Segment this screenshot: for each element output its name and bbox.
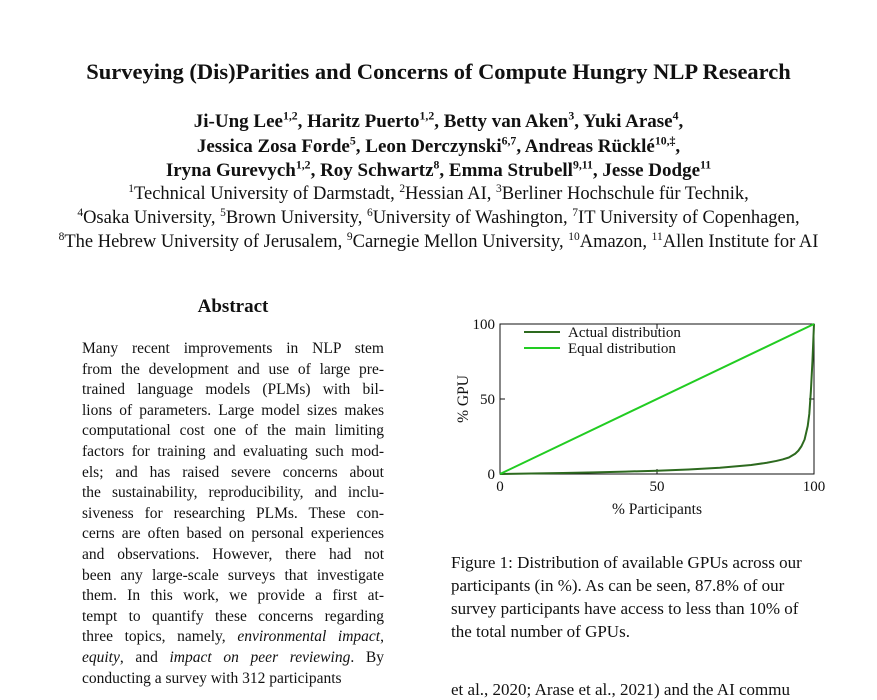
abstract-text: three topics, namely, [82,628,238,646]
affiliation-marker: 1,2 [419,109,435,123]
affiliation-name: Allen Institute for AI [662,232,819,252]
author-name: Jesse Dodge [602,160,701,181]
author-name: Yuki Arase [583,111,673,132]
author-name: Iryna Gurevych [165,160,296,181]
caption-line: Figure 1: Distribution of available GPUs across our [451,553,802,572]
affiliation-name: Amazon [579,232,643,252]
caption-line: survey participants have access to less than 10% of [451,599,799,618]
legend-label: Actual distribution [568,325,681,341]
affiliation-name: Brown University [225,208,358,228]
y-tick-label: 50 [480,392,495,408]
author-name: Haritz Puerto [307,111,420,132]
caption-line: participants (in %). As can be seen, 87.8% of our [451,576,785,595]
author-line: Ji-Ung Lee$^{1,2}$, Haritz Puerto$^{1,2}$, Betty van Aken$^3$, Yuki Arase$^4$, [193,109,684,132]
affiliation-marker: 1,2 [282,109,298,123]
affiliation-line: $^1$Technical University of Darmstadt, $^2$Hessian AI, $^3$Berliner Hochschule für Technik, [128,182,749,204]
abstract-line: the sustainability, reproducibility, and inclu- [82,484,384,502]
abstract-line: Many recent improvements in NLP stem [82,340,384,357]
affiliation-name: IT University of Copenhagen [578,208,796,228]
affiliation-marker: 1,2 [295,158,311,172]
abstract-line: conducting a survey with 312 participants [82,669,342,687]
affiliation-name: The Hebrew University of Jerusalem [64,232,338,252]
abstract-line: and observations. However, there had not [82,545,384,563]
affiliation-marker: 3 [568,109,575,123]
caption-line: the total number of GPUs. [451,622,630,641]
affiliation-name: Berliner Hochschule für Technik [501,184,745,204]
y-tick-label: 0 [487,467,495,483]
abstract-line: trained language models (PLMs) with bil- [82,381,384,399]
affiliation-name: University of Washington [372,208,564,228]
author-name: Betty van Aken [443,111,569,132]
abstract-emphasis: impact on peer reviewing [169,648,351,666]
affiliation-marker: 11 [651,230,663,243]
abstract-heading: Abstract [197,296,269,317]
affiliation-marker: 11 [700,158,712,172]
affiliation-name: Carnegie Mellon University [352,232,559,252]
abstract-text: , and [119,648,170,666]
affiliation-name: Technical University of Darmstadt [133,184,391,204]
affiliation-marker: 9,11 [572,158,593,172]
affiliation-marker: 9 [346,230,353,243]
affiliation-marker: 10 [568,230,580,243]
abstract-line: lions of parameters. Large model sizes makes [82,401,384,419]
author-line: Iryna Gurevych$^{1,2}$, Roy Schwartz$^8$, Emma Strubell$^{9,11}$, Jesse Dodge$^{11}$ [165,158,712,181]
abstract-line [82,648,384,669]
abstract-line: cerns are often based on personal experiences [82,525,384,543]
figure-caption [451,551,831,643]
affiliation-name: Hessian AI [405,184,487,204]
body-text-fragment: et al., 2020; Arase et al., 2021) and the AI commu [451,680,790,699]
abstract-body [82,339,384,689]
abstract-line: factors for training and evaluating such mod- [82,442,384,460]
abstract-text: , [380,628,384,646]
affiliation-marker: 2 [399,182,406,195]
author-name: Jessica Zosa Forde [196,135,350,157]
y-tick-label: 100 [472,317,495,333]
abstract-line: them. In this work, we provide a first at- [82,587,384,605]
author-line: Jessica Zosa Forde$^5$, Leon Derczynski$^{6,7}$, Andreas Rücklé$^{10,\ddagger}$, [196,134,681,157]
affiliation-marker: 4 [672,109,679,123]
affiliation-line: $^8$The Hebrew University of Jerusalem, $^9$Carnegie Mellon University, $^{10}$Amazon, $^{11}$Allen Institute for AI [58,230,819,252]
abstract-emphasis: environmental impact [237,628,381,646]
affiliation-line: $^4$Osaka University, $^5$Brown University, $^6$University of Washington, $^7$IT University of Copenhagen, [77,206,800,228]
affiliation-marker: 10,‡ [654,134,676,148]
affiliation-marker: 1 [128,182,134,195]
author-name: Andreas Rücklé [524,135,655,157]
abstract-line: been any large-scale surveys that investigate [82,566,384,584]
author-name: Ji-Ung Lee [193,111,283,132]
abstract-line: from the development and use of large pre- [82,360,384,378]
abstract-emphasis: equity [82,648,120,666]
author-list [0,110,877,184]
abstract-line [82,627,384,648]
x-tick-label: 0 [496,479,504,495]
author-name: Roy Schwartz [320,160,434,181]
affiliation-marker: 6 [366,206,373,219]
author-name: Emma Strubell [448,160,573,181]
abstract-line: siveness for researching PLMs. These con- [82,504,384,522]
y-axis-label: % GPU [455,375,472,423]
x-tick-label: 100 [802,479,826,495]
affiliation-name: Osaka University [83,208,211,228]
affiliation-marker: 8 [433,158,440,172]
legend-label: Equal distribution [568,341,676,357]
affiliation-marker: 3 [496,182,502,195]
affiliation-marker: 5 [349,134,356,148]
gpu-distribution-figure [450,313,835,523]
affiliation-marker: 4 [77,206,84,219]
abstract-line: tempt to quantify these concerns regarding [82,607,384,625]
affiliation-marker: 5 [220,206,226,219]
x-axis-label: % Participants [612,501,702,518]
paper-title: Surveying (Dis)Parities and Concerns of Compute Hungry NLP Research [86,59,791,84]
x-tick-label: 50 [649,479,665,495]
abstract-text: . By [350,648,384,666]
abstract-line: computational cost one of the main limiting [82,422,384,440]
gpu-distribution-chart [450,313,835,523]
affiliation-marker: 6,7 [501,134,517,148]
abstract-line: els; and has raised severe concerns about [82,463,384,481]
author-name: Leon Derczynski [365,135,502,157]
affiliation-list [0,182,877,254]
affiliation-marker: 7 [572,206,579,219]
affiliation-marker: 8 [58,230,65,243]
